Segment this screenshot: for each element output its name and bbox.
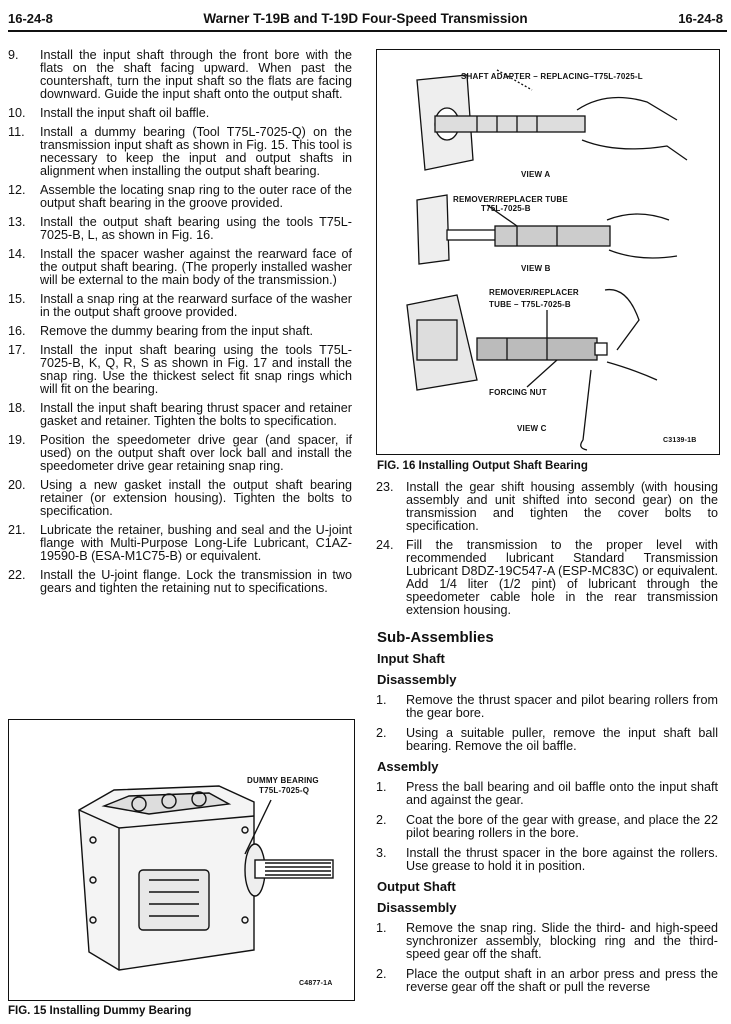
step-text: Using a new gasket install the output shaft bearing retainer (or extension housing). Tighten the bolts to specification.	[40, 478, 352, 518]
heading-assembly: Assembly	[377, 759, 439, 774]
heading-disassembly: Disassembly	[377, 672, 457, 687]
step-text: Lubricate the retainer, bushing and seal and the U-joint flange with Multi-Purpose Long-Life Lubricant, C1AZ-19590-B (ESA-M1C75-B) or equivalent.	[40, 523, 352, 563]
fig16-view-a: VIEW A	[521, 170, 551, 179]
fig16-caption: FIG. 16 Installing Output Shaft Bearing	[377, 460, 588, 472]
step-text: Press the ball bearing and oil baffle onto the input shaft and against the gear.	[406, 780, 718, 807]
step-text: Install the gear shift housing assembly (with housing assembly and unit shifted into second gear) on the transmission and tighten the cover bolts to specification.	[406, 480, 718, 533]
step-number: 17.	[8, 343, 26, 357]
fig16-drawing	[377, 50, 719, 454]
step-number: 19.	[8, 433, 26, 447]
step-text: Install the spacer washer against the rearward face of the output shaft bearing. (The properly installed washer will be external to the main body of the transmission.)	[40, 247, 352, 287]
step-text: Install the output shaft bearing using the tools T75L-7025-B, L, as shown in Fig. 16.	[40, 215, 352, 242]
step-number: 12.	[8, 183, 26, 197]
step-number: 1.	[376, 693, 387, 707]
fig16-forcing-nut: FORCING NUT	[489, 388, 547, 397]
step-text: Position the speedometer drive gear (and spacer, if used) on the output shaft over lock ball and install the speedometer drive gear retaining snap ring.	[40, 433, 352, 473]
step-text: Remove the thrust spacer and pilot bearing rollers from the gear bore.	[406, 693, 718, 720]
fig16-code: C3139-1B	[663, 437, 697, 444]
step-number: 2.	[376, 967, 387, 981]
step-number: 2.	[376, 726, 387, 740]
step-number: 1.	[376, 780, 387, 794]
left-column	[8, 49, 352, 601]
step-item	[376, 781, 718, 807]
step-item	[376, 814, 718, 840]
fig16-view-b-label2: T75L-7025-B	[481, 204, 531, 213]
step-item	[8, 402, 352, 428]
step-text: Install the input shaft bearing thrust spacer and retainer gasket and retainer. Tighten the bolts to specification.	[40, 401, 352, 428]
page-number-left: 16-24-8	[8, 11, 53, 26]
step-item	[376, 694, 718, 720]
step-number: 24.	[376, 538, 394, 552]
step-item	[8, 248, 352, 287]
step-item	[376, 481, 718, 533]
step-text: Install the input shaft oil baffle.	[40, 106, 210, 120]
section-heading: Sub-Assemblies	[377, 629, 494, 646]
step-item	[8, 49, 352, 101]
step-text: Remove the snap ring. Slide the third- and high-speed synchronizer assembly, blocking ring and the third-speed gear off the shaft.	[406, 921, 718, 961]
page-title: Warner T-19B and T-19D Four-Speed Transmission	[203, 11, 528, 26]
step-number: 2.	[376, 813, 387, 827]
fig15-label-tool: T75L-7025-Q	[259, 786, 310, 795]
right-column	[376, 481, 718, 1001]
step-text: Remove the dummy bearing from the input shaft.	[40, 324, 313, 338]
fig15-caption: FIG. 15 Installing Dummy Bearing	[8, 1005, 192, 1017]
step-item	[376, 847, 718, 873]
output-shaft-disassembly-steps	[376, 922, 718, 994]
fig16-view-c-label1: REMOVER/REPLACER	[489, 288, 579, 297]
step-number: 15.	[8, 292, 26, 306]
step-item	[8, 344, 352, 396]
fig16-view-a-label: SHAFT ADAPTER – REPLACING–T75L-7025-L	[461, 72, 643, 81]
page-header	[0, 0, 731, 32]
step-item	[376, 922, 718, 961]
fig15-label-dummy-bearing: DUMMY BEARING	[247, 776, 319, 785]
subsection-heading-output-shaft: Output Shaft	[377, 879, 456, 894]
step-number: 23.	[376, 480, 394, 494]
fig15-code: C4877-1A	[299, 980, 333, 987]
step-item	[8, 479, 352, 518]
procedure-steps-continued	[376, 481, 718, 617]
step-item	[8, 569, 352, 595]
step-item	[8, 325, 352, 338]
step-text: Assemble the locating snap ring to the outer race of the output shaft bearing in the groove provided.	[40, 183, 352, 210]
step-item	[8, 293, 352, 319]
step-number: 18.	[8, 401, 26, 415]
step-text: Install the U-joint flange. Lock the transmission in two gears and tighten the retaining nut to specifications.	[40, 568, 352, 595]
page-number-right: 16-24-8	[678, 11, 723, 26]
step-number: 13.	[8, 215, 26, 229]
fig15-transmission-drawing	[9, 720, 354, 1000]
step-text: Install the input shaft through the front bore with the flats on the shaft facing upward. When past the countershaft, turn the input shaft so the flats are facing downward. Guide the input shaft onto the output shaft.	[40, 48, 352, 101]
step-text: Place the output shaft in an arbor press and press the reverse gear off the shaft or pull the reverse	[406, 967, 718, 994]
step-item	[376, 727, 718, 753]
step-number: 9.	[8, 48, 19, 62]
procedure-steps	[8, 49, 352, 595]
fig15-box	[8, 719, 355, 1001]
step-number: 3.	[376, 846, 387, 860]
fig16-view-c-label2: TUBE – T75L-7025-B	[489, 300, 571, 309]
step-item	[376, 539, 718, 617]
step-text: Install a snap ring at the rearward surface of the washer in the output shaft groove provided.	[40, 292, 352, 319]
step-number: 20.	[8, 478, 26, 492]
step-item	[8, 524, 352, 563]
step-number: 11.	[8, 125, 25, 139]
step-number: 1.	[376, 921, 387, 935]
header-rule	[8, 30, 727, 32]
step-number: 22.	[8, 568, 26, 582]
step-text: Using a suitable puller, remove the input shaft ball bearing. Remove the oil baffle.	[406, 726, 718, 753]
heading-output-disassembly: Disassembly	[377, 900, 457, 915]
fig16-view-c: VIEW C	[517, 424, 547, 433]
step-number: 21.	[8, 523, 26, 537]
step-item	[8, 434, 352, 473]
step-number: 16.	[8, 324, 26, 338]
step-text: Install the thrust spacer in the bore against the rollers. Use grease to hold it in position.	[406, 846, 718, 873]
step-text: Install the input shaft bearing using the tools T75L-7025-B, K, Q, R, S as shown in Fig. 17 and install the snap ring. Use the thickest select fit snap rings which will fit on the bearing.	[40, 343, 352, 396]
step-text: Coat the bore of the gear with grease, and place the 22 pilot bearing rollers in the bore.	[406, 813, 718, 840]
subsection-heading-input-shaft: Input Shaft	[377, 651, 445, 666]
step-number: 14.	[8, 247, 26, 261]
fig16-view-b: VIEW B	[521, 264, 551, 273]
step-item	[8, 216, 352, 242]
step-number: 10.	[8, 106, 26, 120]
fig16-box	[376, 49, 720, 455]
step-item	[8, 184, 352, 210]
fig16-view-b-label1: REMOVER/REPLACER TUBE	[453, 195, 568, 204]
step-item	[8, 126, 352, 178]
step-text: Fill the transmission to the proper level with recommended lubricant Standard Transmission Lubricant D8DZ-19C547-A (ESP-MC83C) or equivalent. Add 1/4 liter (1/2 pint) of lubricant through the speedometer cable hole in the rear transmission extension housing.	[406, 538, 718, 617]
step-item	[376, 968, 718, 994]
input-shaft-disassembly-steps	[376, 694, 718, 753]
input-shaft-assembly-steps	[376, 781, 718, 873]
step-text: Install a dummy bearing (Tool T75L-7025-Q) on the transmission input shaft as shown in Fig. 15. This tool is necessary to keep the input and output shafts in alignment when installing the output shaft bearing.	[40, 125, 352, 178]
step-item	[8, 107, 352, 120]
